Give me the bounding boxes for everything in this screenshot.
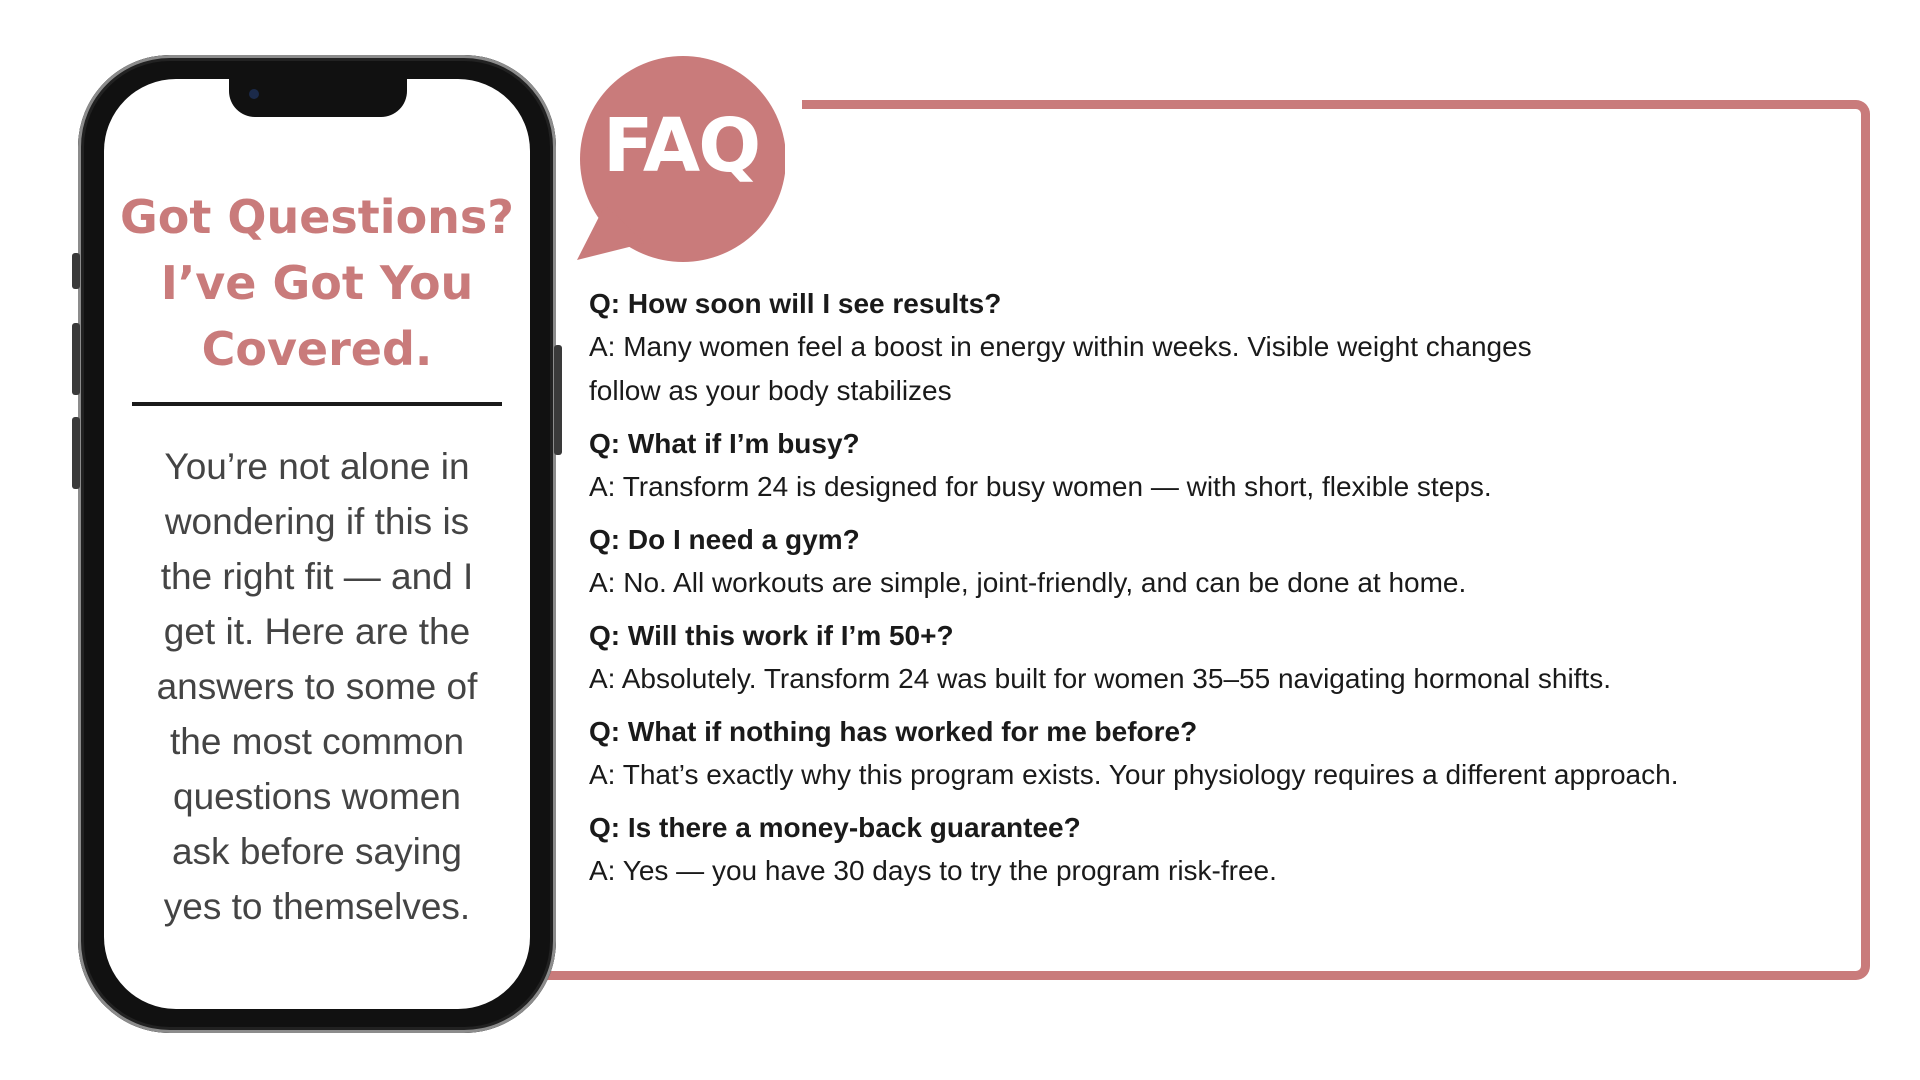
phone-volume-down-button xyxy=(72,417,80,489)
faq-answer: A: Many women feel a boost in energy within weeks. Visible weight changes follow as your body stabilizes xyxy=(589,331,1532,406)
faq-answer: A: That’s exactly why this program exists. Your physiology requires a different approach. xyxy=(589,759,1679,790)
faq-question: Q: What if I’m busy? xyxy=(589,428,860,459)
camera-icon xyxy=(249,89,259,99)
faq-answer: A: Transform 24 is designed for busy women — with short, flexible steps. xyxy=(589,471,1492,502)
faq-badge-label: FAQ xyxy=(602,103,760,189)
faq-item xyxy=(589,711,1829,797)
faq-item xyxy=(589,615,1829,701)
faq-question: Q: What if nothing has worked for me before? xyxy=(589,716,1198,747)
phone-heading: Got Questions? I’ve Got You Covered. xyxy=(120,190,514,376)
faq-question: Q: Is there a money-back guarantee? xyxy=(589,812,1081,843)
faq-question: Q: Do I need a gym? xyxy=(589,524,860,555)
faq-item xyxy=(589,807,1829,893)
phone-divider xyxy=(132,402,502,406)
faq-answer: A: Absolutely. Transform 24 was built for women 35–55 navigating hormonal shifts. xyxy=(589,663,1612,694)
faq-answer: A: Yes — you have 30 days to try the program risk-free. xyxy=(589,855,1277,886)
faq-answer: A: No. All workouts are simple, joint-friendly, and can be done at home. xyxy=(589,567,1467,598)
phone-screen xyxy=(104,79,530,1009)
phone-body-text: You’re not alone in wondering if this is the right fit — and I get it. Here are the answers to some of the most common questions women ask before saying yes to themselves. xyxy=(156,446,478,927)
phone-notch xyxy=(229,79,407,117)
faq-question: Q: Will this work if I’m 50+? xyxy=(589,620,954,651)
faq-badge xyxy=(575,55,785,265)
phone-power-button xyxy=(554,345,562,455)
faq-item xyxy=(589,519,1829,605)
phone-mockup xyxy=(78,55,556,1033)
faq-list xyxy=(589,283,1829,903)
faq-question: Q: How soon will I see results? xyxy=(589,288,1002,319)
phone-volume-up-button xyxy=(72,323,80,395)
faq-item xyxy=(589,423,1829,509)
phone-side-button xyxy=(72,253,80,289)
faq-item xyxy=(589,283,1829,413)
